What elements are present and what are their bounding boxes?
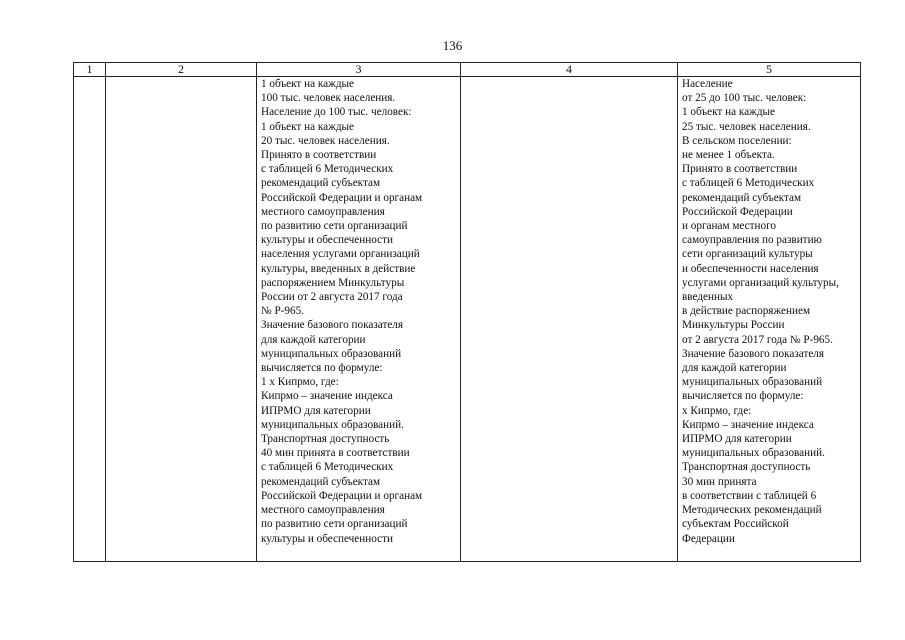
text-line: Методических рекомендаций — [682, 504, 822, 517]
text-line: населения услугами организаций — [261, 248, 420, 261]
text-line: самоуправления по развитию — [682, 234, 822, 247]
text-line: 30 мин принята — [682, 475, 757, 488]
column-header-2: 2 — [106, 63, 257, 77]
column-header-1: 1 — [74, 63, 106, 77]
text-line: местного самоуправления — [261, 504, 385, 517]
text-line: Принято в соответствии — [682, 163, 798, 176]
text-line: Принято в соответствии — [261, 149, 377, 162]
text-line: местного самоуправления — [261, 205, 385, 218]
text-line: для каждой категории — [682, 362, 787, 375]
text-line: Население — [682, 78, 733, 90]
text-line: 1 х Кипрмо, где: — [261, 376, 339, 389]
text-line: с таблицей 6 Методических — [682, 177, 815, 190]
text-line: для каждой категории — [261, 333, 366, 346]
text-line: 20 тыс. человек населения. — [261, 134, 390, 147]
cell-col-2 — [106, 77, 257, 562]
text-line: от 25 до 100 тыс. человек: — [682, 92, 807, 105]
col5-text — [678, 77, 860, 546]
text-line: России от 2 августа 2017 года — [261, 291, 403, 304]
cell-col-3 — [257, 77, 461, 562]
text-line: Транспортная доступность — [261, 433, 390, 446]
cell-col-4 — [461, 77, 678, 562]
text-line: ИПРМО для категории — [261, 404, 371, 417]
cell-col-1 — [74, 77, 106, 562]
text-line: Значение базового показателя — [682, 347, 825, 360]
text-line: с таблицей 6 Методических — [261, 163, 394, 176]
text-line: введенных — [682, 291, 734, 304]
text-line: 40 мин принята в соответствии — [261, 447, 410, 460]
text-line: № Р-965. — [261, 305, 304, 318]
text-line: Кипрмо – значение индекса — [261, 390, 393, 403]
text-line: в действие распоряжением — [682, 305, 811, 318]
text-line: муниципальных образований. — [261, 418, 404, 431]
text-line: муниципальных образований — [682, 376, 823, 389]
page-number: 136 — [442, 38, 463, 53]
text-line: Кипрмо – значение индекса — [682, 418, 814, 431]
cell-col-5 — [678, 77, 861, 562]
text-line: от 2 августа 2017 года № Р-965. — [682, 333, 833, 346]
text-line: субъектам Российской — [682, 518, 789, 531]
column-header-5: 5 — [678, 63, 861, 77]
text-line: 100 тыс. человек населения. — [261, 92, 396, 105]
text-line: вычисляется по формуле: — [682, 390, 804, 403]
text-line: х Кипрмо, где: — [682, 404, 752, 417]
text-line: 1 объект на каждые — [682, 106, 776, 119]
text-line: в соответствии с таблицей 6 — [682, 489, 817, 502]
col3-text — [257, 77, 460, 546]
text-line: Российской Федерации — [682, 205, 793, 218]
text-line: по развитию сети организаций — [261, 220, 408, 233]
text-line: распоряжением Минкультуры — [261, 276, 405, 289]
text-line: Российской Федерации и органам — [261, 489, 423, 502]
text-line: Население до 100 тыс. человек: — [261, 106, 412, 119]
text-line: и обеспеченности населения — [682, 262, 819, 275]
column-header-3: 3 — [257, 63, 461, 77]
text-line: не менее 1 объекта. — [682, 149, 775, 162]
text-line: муниципальных образований. — [682, 447, 825, 460]
text-line: Федерации — [682, 532, 735, 545]
text-line: с таблицей 6 Методических — [261, 461, 394, 474]
text-line: муниципальных образований — [261, 347, 402, 360]
text-line: рекомендаций субъектам — [682, 191, 802, 204]
text-line: Минкультуры России — [682, 319, 785, 332]
text-line: В сельском поселении: — [682, 134, 792, 147]
text-line: культуры, введенных в действие — [261, 262, 416, 275]
text-line: Российской Федерации и органам — [261, 191, 423, 204]
text-line: и органам местного — [682, 220, 777, 233]
text-line: культуры и обеспеченности — [261, 532, 393, 545]
text-line: Значение базового показателя — [261, 319, 404, 332]
text-line: Транспортная доступность — [682, 461, 811, 474]
text-line: рекомендаций субъектам — [261, 177, 381, 190]
text-line: услугами организаций культуры, — [682, 276, 839, 289]
text-line: 25 тыс. человек населения. — [682, 120, 811, 133]
text-line: 1 объект на каждые — [261, 120, 355, 133]
text-line: по развитию сети организаций — [261, 518, 408, 531]
text-line: рекомендаций субъектам — [261, 475, 381, 488]
table-header-row — [74, 63, 861, 77]
text-line: культуры и обеспеченности — [261, 234, 393, 247]
column-header-4: 4 — [461, 63, 678, 77]
text-line: вычисляется по формуле: — [261, 362, 383, 375]
data-table — [73, 62, 861, 562]
text-line: ИПРМО для категории — [682, 433, 792, 446]
text-line: 1 объект на каждые — [261, 78, 355, 90]
table-row — [74, 77, 861, 562]
text-line: сети организаций культуры — [682, 248, 813, 261]
